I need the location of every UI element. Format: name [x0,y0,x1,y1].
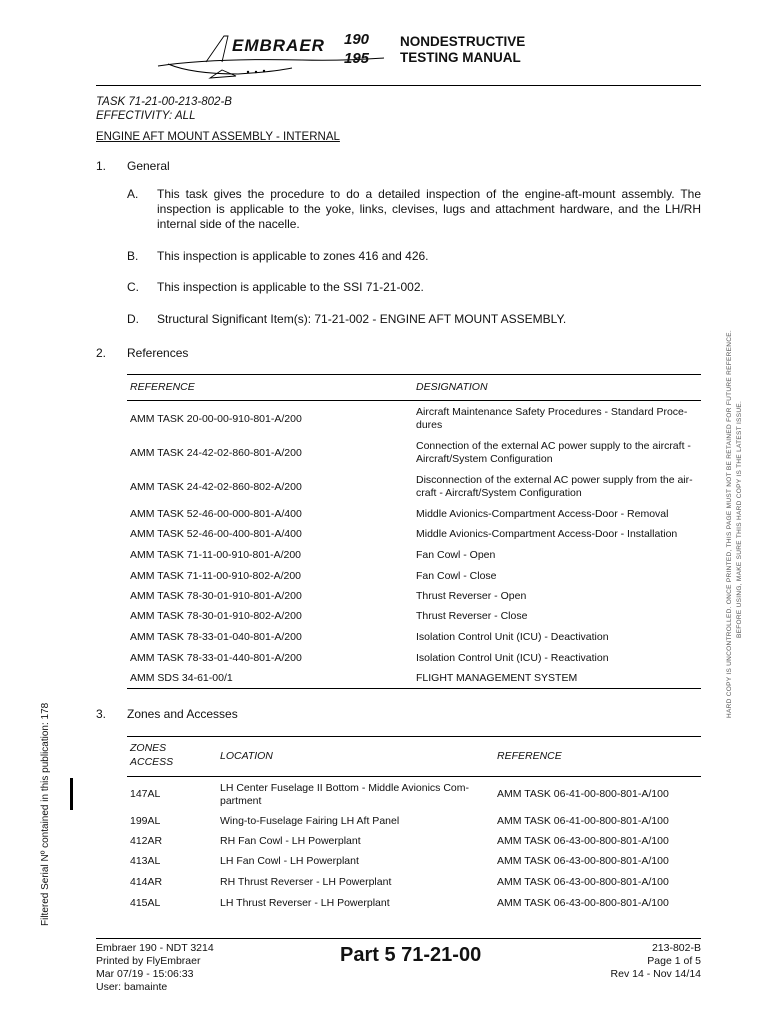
footer-print-date: Mar 07/19 - 15:06:33 [96,968,194,980]
item-letter: A. [127,187,139,201]
location-cell: LH Fan Cowl - LH Powerplant [220,855,359,867]
ref-cell: AMM TASK 78-30-01-910-801-A/200 [130,590,302,602]
ref-cell: AMM TASK 24-42-02-860-802-A/200 [130,481,302,493]
zone-cell: 415AL [130,897,161,909]
designation-cell: dures [416,419,443,431]
designation-cell: Isolation Control Unit (ICU) - Reactivation [416,652,609,664]
table-rule [127,374,701,375]
designation-cell: Thrust Reverser - Open [416,590,527,602]
location-cell: RH Fan Cowl - LH Powerplant [220,835,361,847]
section-title-zones: Zones and Accesses [127,707,238,721]
item-letter: B. [127,249,139,263]
column-header-access: ACCESS [130,756,174,768]
footer-user: User: bamainte [96,981,168,993]
designation-cell: Aircraft Maintenance Safety Procedures - Standard Proce- [416,406,688,418]
designation-cell: Middle Avionics-Compartment Access-Door - Removal [416,508,669,520]
model-190: 190 [344,31,370,48]
footer-task-code: 213-802-B [651,942,701,954]
zone-cell: 147AL [130,788,161,800]
footer-revision: Rev 14 - Nov 14/14 [610,968,701,980]
task-title: ENGINE AFT MOUNT ASSEMBLY - INTERNAL [96,131,340,143]
designation-cell: Aircraft/System Configuration [416,453,553,465]
table-rule [127,400,701,401]
item-text: This inspection is applicable to the SSI 71-21-002. [157,280,424,294]
zone-cell: 199AL [130,815,161,827]
disclaimer-line1: HARD COPY IS UNCONTROLLED. ONCE PRINTED, THIS PAGE MUST NOT BE RETAINED FOR FUTURE REFERENCE. [726,330,733,718]
designation-cell: FLIGHT MANAGEMENT SYSTEM [416,672,578,684]
manual-title-line2: TESTING MANUAL [400,50,521,65]
section-title-general: General [127,159,170,173]
column-header-reference: REFERENCE [130,381,195,393]
zone-cell: 413AL [130,855,161,867]
brand-name: EMBRAER [232,36,325,55]
footer-page-number: Page 1 of 5 [647,955,701,967]
ref-cell: AMM SDS 34-61-00/1 [130,672,233,684]
item-letter: C. [127,280,139,294]
item-text: Structural Significant Item(s): 71-21-002 - ENGINE AFT MOUNT ASSEMBLY. [157,312,567,326]
designation-cell: Disconnection of the external AC power supply from the air- [416,474,693,486]
zone-ref-cell: AMM TASK 06-43-00-800-801-A/100 [497,855,669,867]
ref-cell: AMM TASK 71-11-00-910-802-A/200 [130,570,302,582]
ref-cell: AMM TASK 20-00-00-910-801-A/200 [130,413,302,425]
section-number: 3. [96,707,107,721]
ref-cell: AMM TASK 24-42-02-860-801-A/200 [130,447,302,459]
effectivity: EFFECTIVITY: ALL [96,110,196,122]
change-bar [70,778,73,810]
item-letter: D. [127,312,139,326]
filtered-serial-note: Filtered Serial Nº contained in this publication: 178 [40,702,51,926]
footer-rule [96,938,701,939]
section-number: 2. [96,346,107,360]
table-rule [127,688,701,689]
designation-cell: Fan Cowl - Close [416,570,497,582]
zone-ref-cell: AMM TASK 06-41-00-800-801-A/100 [497,815,669,827]
table-rule [127,776,701,777]
designation-cell: Thrust Reverser - Close [416,610,528,622]
footer-printed-by: Printed by FlyEmbraer [96,955,201,967]
column-header-reference: REFERENCE [497,750,562,762]
section-title-references: References [127,346,189,360]
designation-cell: Middle Avionics-Compartment Access-Door - Installation [416,528,678,540]
ref-cell: AMM TASK 78-33-01-040-801-A/200 [130,631,302,643]
ref-cell: AMM TASK 78-30-01-910-802-A/200 [130,610,302,622]
designation-cell: Isolation Control Unit (ICU) - Deactivation [416,631,609,643]
location-cell: partment [220,795,262,807]
disclaimer-line2: BEFORE USING, MAKE SURE THIS HARD COPY IS THE LATEST ISSUE. [736,400,743,638]
ref-cell: AMM TASK 52-46-00-000-801-A/400 [130,508,302,520]
section-number: 1. [96,159,107,173]
location-cell: LH Center Fuselage II Bottom - Middle Avionics Com- [220,782,469,794]
table-rule [127,736,701,737]
header-rule [96,85,701,86]
item-text: This inspection is applicable to zones 416 and 426. [157,249,429,263]
location-cell: LH Thrust Reverser - LH Powerplant [220,897,390,909]
ref-cell: AMM TASK 78-33-01-440-801-A/200 [130,652,302,664]
designation-cell: Connection of the external AC power supply to the aircraft - [416,440,691,452]
item-text: This task gives the procedure to do a detailed inspection of the engine-aft-mount assembly. The inspection is applicable to the yoke, links, clevises, lugs and attachment hardware, and the LH/RH internal side of the nacelle. [157,187,701,231]
ref-cell: AMM TASK 71-11-00-910-801-A/200 [130,549,302,561]
zone-ref-cell: AMM TASK 06-43-00-800-801-A/100 [497,835,669,847]
zone-ref-cell: AMM TASK 06-41-00-800-801-A/100 [497,788,669,800]
location-cell: RH Thrust Reverser - LH Powerplant [220,876,392,888]
manual-title-line1: NONDESTRUCTIVE [400,34,526,49]
zone-ref-cell: AMM TASK 06-43-00-800-801-A/100 [497,876,669,888]
designation-cell: Fan Cowl - Open [416,549,496,561]
footer-doc: Embraer 190 - NDT 3214 [96,942,214,954]
model-195: 195 [344,50,370,67]
zone-ref-cell: AMM TASK 06-43-00-800-801-A/100 [497,897,669,909]
zone-cell: 414AR [130,876,163,888]
ref-cell: AMM TASK 52-46-00-400-801-A/400 [130,528,302,540]
task-id: TASK 71-21-00-213-802-B [96,96,232,108]
zone-cell: 412AR [130,835,163,847]
column-header-zones: ZONES [130,742,167,754]
column-header-location: LOCATION [220,750,273,762]
part-number: Part 5 71-21-00 [340,944,482,966]
designation-cell: craft - Aircraft/System Configuration [416,487,582,499]
column-header-designation: DESIGNATION [416,381,488,393]
location-cell: Wing-to-Fuselage Fairing LH Aft Panel [220,815,400,827]
